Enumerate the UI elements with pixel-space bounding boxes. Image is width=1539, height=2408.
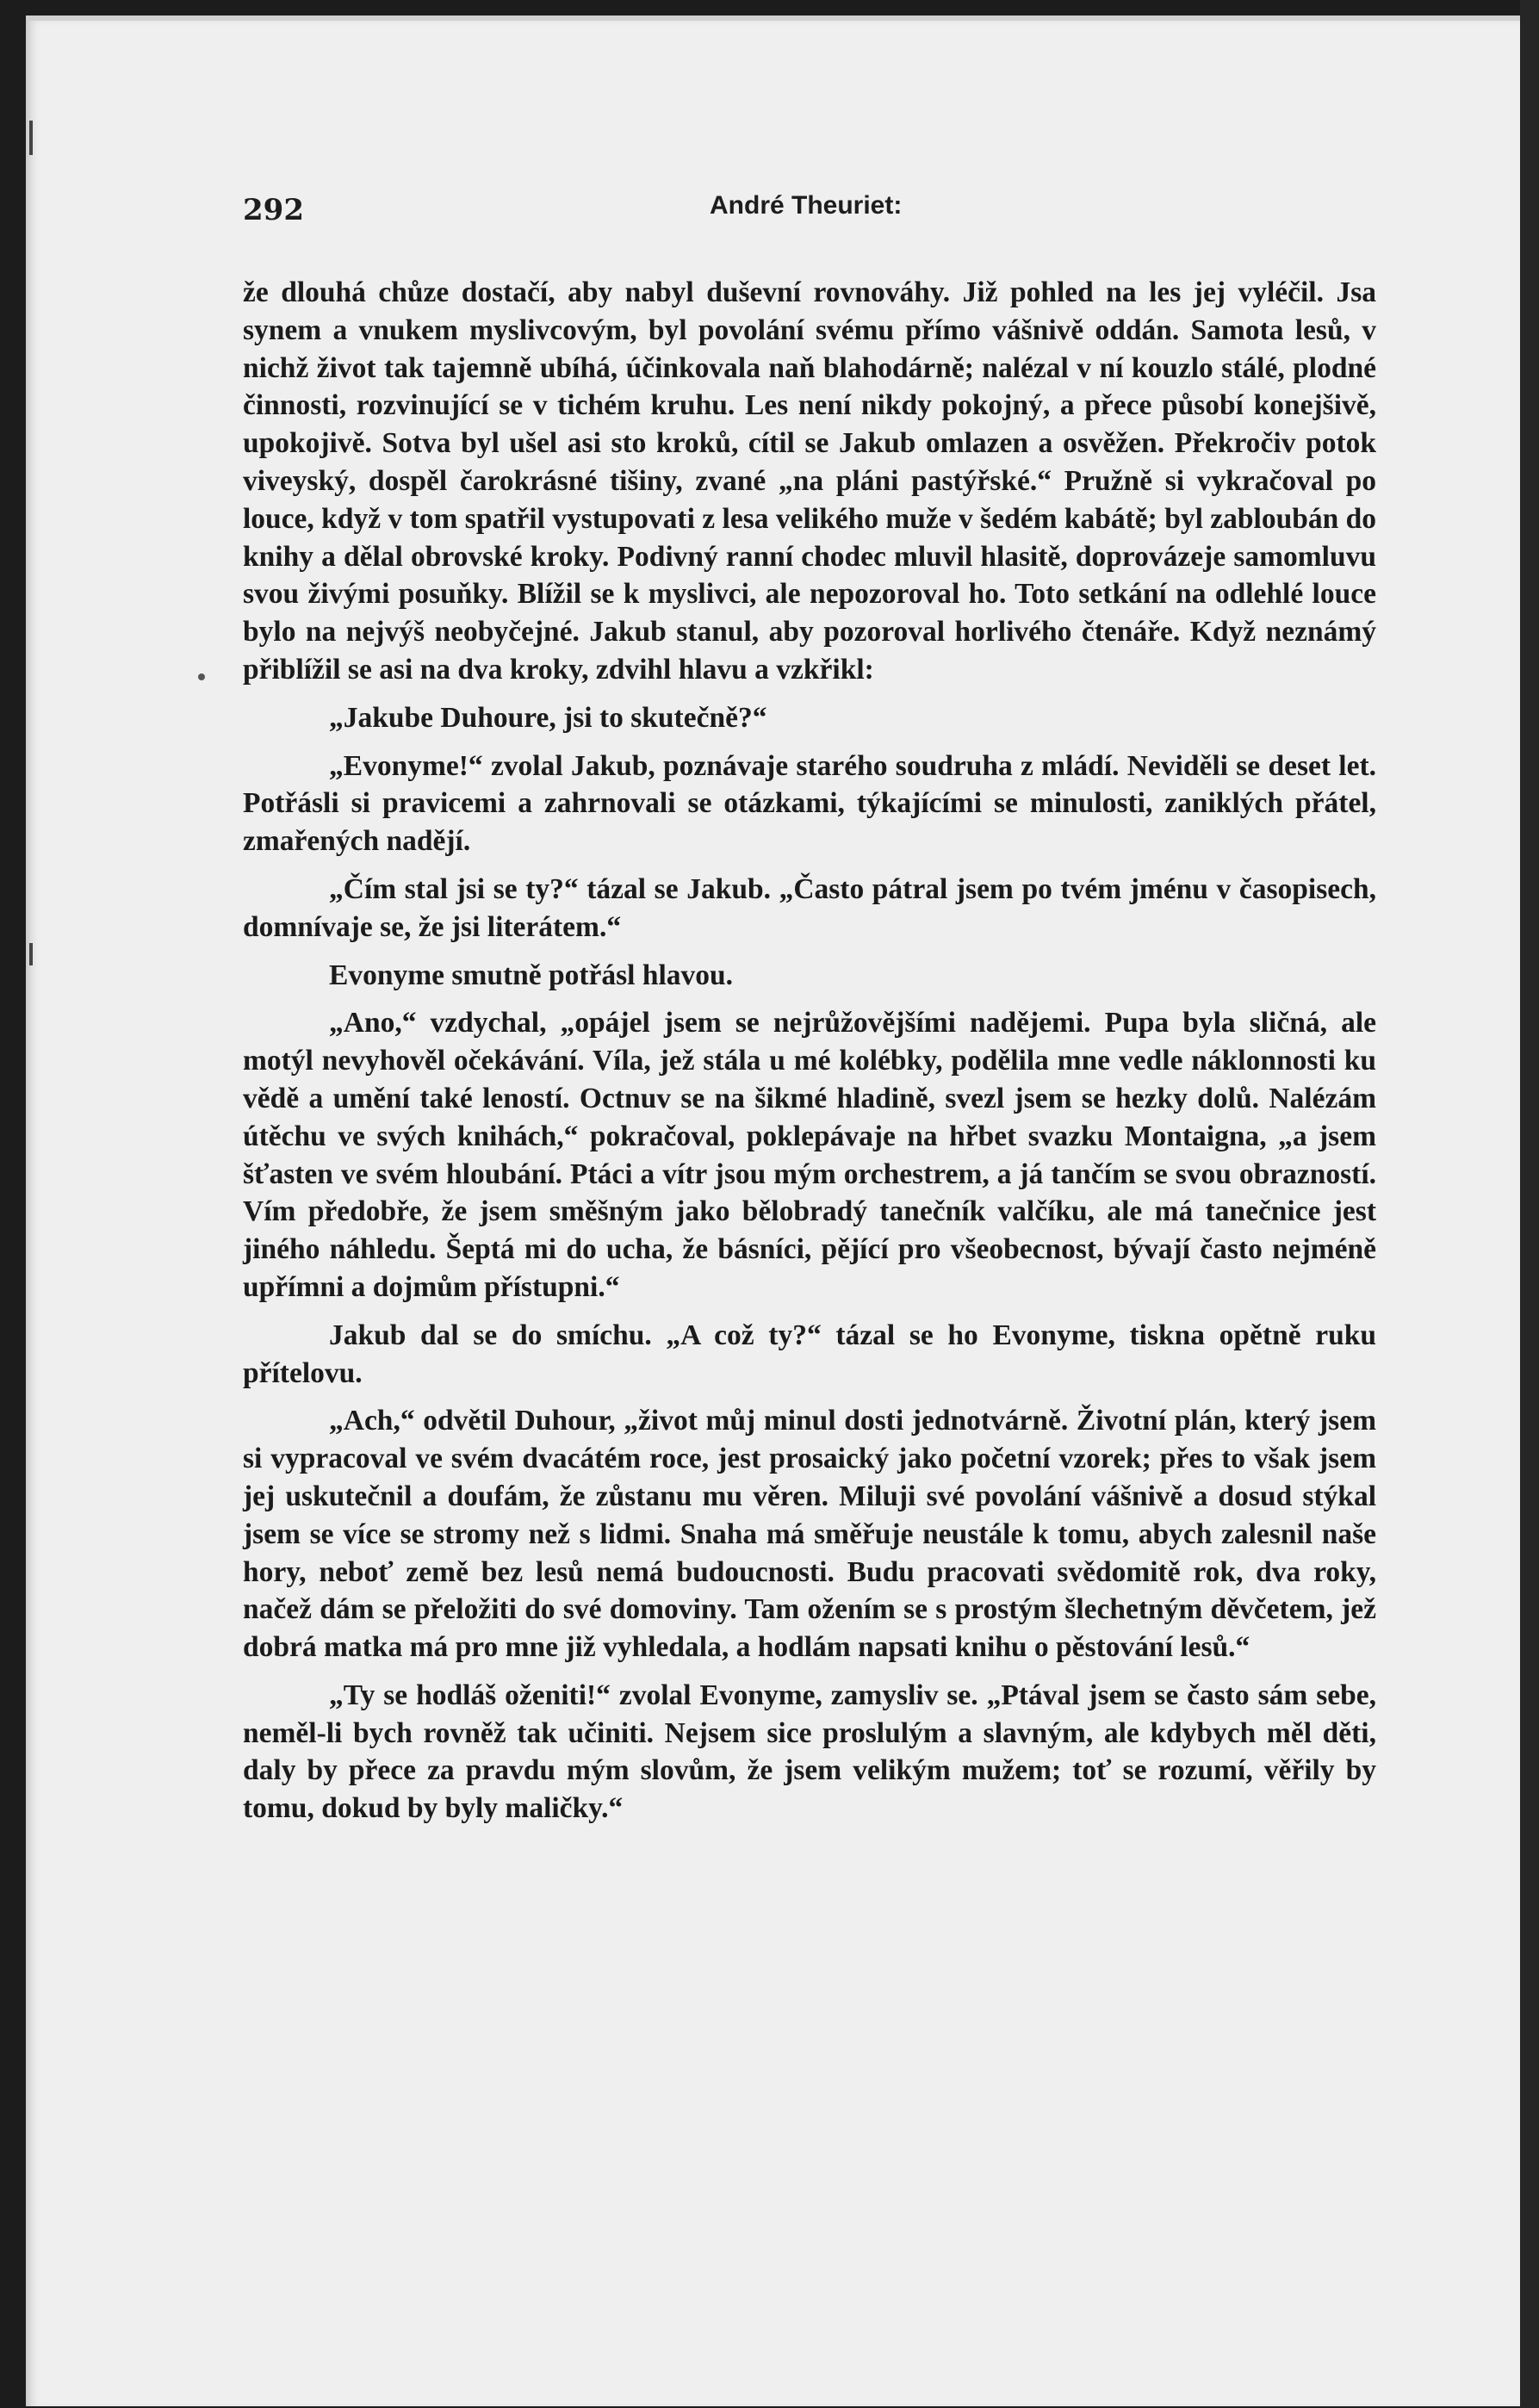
running-head: André Theuriet: [710,191,903,220]
paragraph: Evonyme smutně potřásl hlavou. [329,959,734,991]
page-edge-shadow [1520,0,1539,2408]
paragraph: „Ano,“ vzdychal, „opájel jsem se nejrůžovějšími nadějemi. Pupa byla sličná, ale motýl nevyhověl očekávání. Víla, jež stála u mé kolébky, podělila mne vedle náklonnosti ku vědě a umění také leností. Octnuv se na šikmé hladině, svezl jsem se hezky dolů. Nalézám útěchu ve svých knihách,“ pokračoval, poklepávaje na hřbet svazku Montaigna, „a jsem šťasten ve svém hloubání. Ptáci a vítr jsou mým orchestrem, a já tančím se svou obrazností. Vím předobře, že jsem směšným jako bělobradý tanečník valčíku, ale má tanečnice jest jiného náhledu. Šeptá mi do ucha, že básníci, pějící pro všeobecnost, bývají často nejméně upřímni a dojmům přístupni.“ [243,1007,1376,1303]
paragraph: „Ty se hodláš oženiti!“ zvolal Evonyme, zamysliv se. „Ptával jsem se často sám sebe, neměl-li bych rovněž tak učiniti. Nejsem sice proslulým a slavným, ale kdybych měl děti, daly by přece za pravdu mým slovům, že jsem velikým mužem; toť se rozumí, věřily by tomu, dokud by byly maličky.“ [243,1679,1376,1825]
margin-mark [29,121,33,155]
paragraph: „Ach,“ odvětil Duhour, „život můj minul dosti jednotvárně. Životní plán, který jsem si vypracoval ve svém dvacátém roce, jest prosaický jako početní vzorek; přes to však jsem jej uskutečnil a doufám, že zůstanu mu věren. Miluji své povolání vášnivě a dosud stýkal jsem se více se stromy než s lidmi. Snaha má směřuje neustále k tomu, abych zalesnil naše hory, neboť země bez lesů nemá budoucnosti. Budu pracovati svědomitě rok, dva roky, načež dám se přeložiti do své domoviny. Tam ožením se s prostým šlechetným děvčetem, jež dobrá matka má pro mne již vyhledala, a hodlám napsati knihu o pěstování lesů.“ [243,1405,1376,1664]
page-number: 292 [243,193,304,227]
page-header [243,179,1376,239]
paragraph: že dlouhá chůze dostačí, aby nabyl duševní rovnováhy. Již pohled na les jej vyléčil. Jsa synem a vnukem myslivcovým, byl povolání svému přímo vášnivě oddán. Samota lesů, v nichž život tak tajemně ubíhá, účinkovala naň blahodárně; nalézal v ní kouzlo stálé, plodné činnosti, rozvinující se v tichém kruhu. Les není nikdy pokojný, a přece působí konejšivě, upokojivě. Sotva byl ušel asi sto kroků, cítil se Jakub omlazen a osvěžen. Překročiv potok viveyský, dospěl čarokrásné tišiny, zvané „na pláni pastýřské.“ Pružně si vykračoval po louce, když v tom spatřil vystupovati z lesa velikého muže v šedém kabátě; byl zabloubán do knihy a dělal obrovské kroky. Podivný ranní chodec mluvil hlasitě, doprovázeje samomluvu svou živými posuňky. Blížil se k myslivci, ale nepozoroval ho. Toto setkání na odlehlé louce bylo na nejvýš neobyčejné. Jakub stanul, aby pozoroval horlivého čtenáře. Když neznámý přiblížil se asi na dva kroky, zdvihl hlavu a vzkřikl: [243,276,1376,686]
paragraph: Jakub dal se do smíchu. „A což ty?“ tázal se ho Evonyme, tiskna opětně ruku přítelovu. [243,1319,1376,1389]
margin-dot [198,673,205,680]
margin-mark [29,943,33,965]
paragraph: „Jakube Duhoure, jsi to skutečně?“ [329,701,767,734]
paragraph: „Evonyme!“ zvolal Jakub, poznávaje starého soudruha z mládí. Neviděli se deset let. Potřásli si pravicemi a zahrnovali se otázkami, týkajícími se minulosti, zaniklých přátel, zmařených nadějí. [243,749,1376,858]
body-text [243,274,1376,1838]
paragraph: „Čím stal jsi se ty?“ tázal se Jakub. „Často pátral jsem po tvém jménu v časopisech, domnívaje se, že jsi literátem.“ [243,872,1376,943]
